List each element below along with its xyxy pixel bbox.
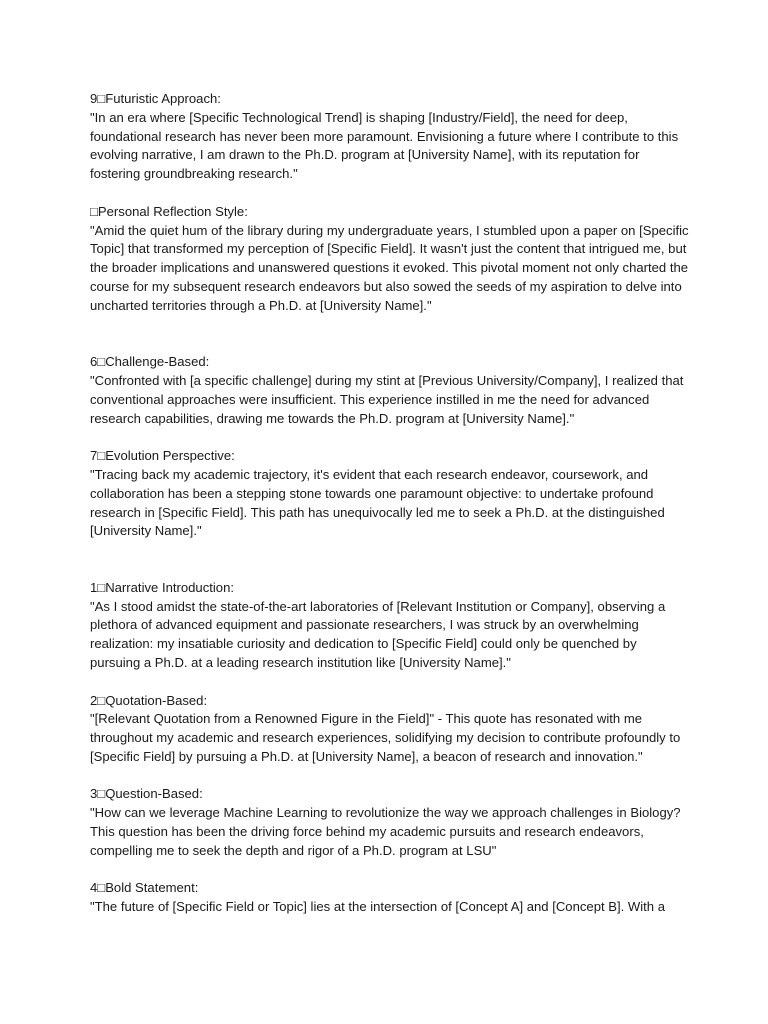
section-evolution-perspective (90, 447, 690, 541)
section-heading: 9□Futuristic Approach: (90, 91, 221, 106)
section-heading: 6□Challenge-Based: (90, 354, 210, 370)
section-challenge-based (90, 353, 690, 428)
section-personal-reflection (90, 203, 690, 316)
section-body: "Confronted with [a specific challenge] during my stint at [Previous University/Company], I realized that conventional approaches were insufficient. This experience instilled in me the need for advanced research capabilities, drawing me towards the Ph.D. program at [University Name]." (90, 372, 684, 426)
section-narrative-introduction (90, 579, 690, 673)
section-body: "Tracing back my academic trajectory, it's evident that each research endeavor, coursework, and collaboration has been a stepping stone towards one paramount objective: to undertake profound research in [Specific Field]. This path has unequivocally led me to seek a Ph.D. at the distinguished [University Name]." (90, 466, 665, 539)
section-futuristic-approach (90, 90, 690, 184)
section-bold-statement (90, 879, 690, 917)
section-heading: 3□Question-Based: (90, 786, 203, 802)
section-body: "Amid the quiet hum of the library during my undergraduate years, I stumbled upon a paper on [Specific Topic] that transformed my perception of [Specific Field]. It wasn't just the content that intrigued me, but the broader implications and unanswered questions it evoked. This pivotal moment not only charted the course for my subsequent research endeavors but also sowed the seeds of my aspiration to delve into uncharted territories through a Ph.D. at [University Name]." (90, 222, 689, 313)
spacer (90, 316, 690, 354)
section-heading: 4□Bold Statement: (90, 880, 199, 896)
section-heading: 1□Narrative Introduction: (90, 579, 235, 595)
section-question-based (90, 785, 690, 860)
section-heading: 7□Evolution Perspective: (90, 448, 235, 464)
spacer (90, 861, 690, 880)
section-body: "How can we leverage Machine Learning to revolutionize the way we approach challenges in Biology? This question has been the driving force behind my academic pursuits and research endeavors, compelling me to seek the depth and rigor of a Ph.D. program at LSU" (90, 805, 681, 858)
spacer (90, 673, 690, 692)
spacer (90, 541, 690, 579)
section-body: "As I stood amidst the state-of-the-art laboratories of [Relevant Institution or Company], observing a plethora of advanced equipment and passionate researchers, I was struck by an overwhelming realization: my insatiable curiosity and dedication to [Specific Field] could only be quenched by pursuing a Ph.D. at a leading research institution like [University Name]." (90, 598, 666, 670)
document-page (90, 90, 690, 917)
section-body: "[Relevant Quotation from a Renowned Figure in the Field]" - This quote has resonated with me throughout my academic and research experiences, solidifying my decision to contribute profoundly to [Specific Field] by pursuing a Ph.D. at [University Name], a beacon of research and innovation." (90, 711, 681, 764)
section-quotation-based (90, 692, 690, 767)
spacer (90, 428, 690, 447)
spacer (90, 184, 690, 203)
section-heading: 2□Quotation-Based: (90, 692, 208, 708)
section-body: "In an era where [Specific Technological Trend] is shaping [Industry/Field], the need for deep, foundational research has never been more paramount. Envisioning a future where I contribute to this evolving narrative, I am drawn to the Ph.D. program at [University Name], with its reputation for fostering groundbreaking research." (90, 109, 679, 182)
spacer (90, 767, 690, 786)
section-body: "The future of [Specific Field or Topic] lies at the intersection of [Concept A] and [Concept B]. With a (90, 899, 666, 915)
section-heading: □Personal Reflection Style: (90, 203, 248, 219)
